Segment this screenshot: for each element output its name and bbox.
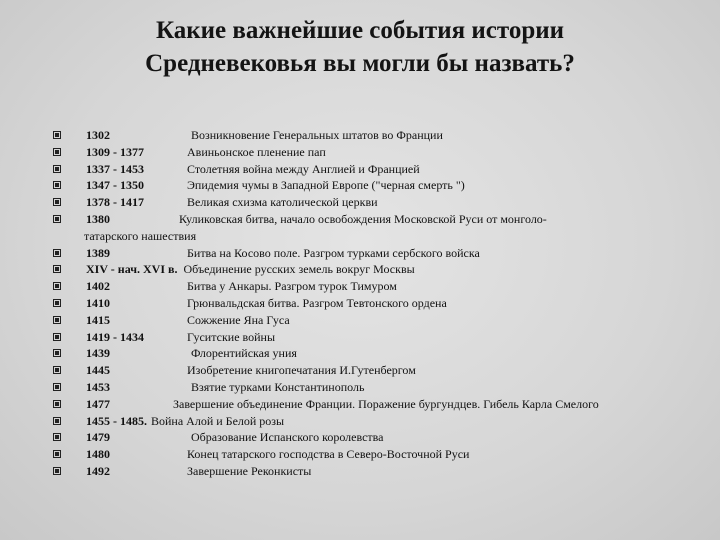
event-description: Возникновение Генеральных штатов во Франции xyxy=(191,128,443,142)
event-description-continuation: татарского нашествия xyxy=(84,228,197,243)
event-date: 1380 xyxy=(86,211,110,226)
list-item xyxy=(53,446,683,463)
list-item xyxy=(53,413,683,430)
event-description: Столетняя война между Англией и Францией xyxy=(187,161,420,176)
event-date: 1415 xyxy=(86,312,110,327)
event-description: Флорентийская уния xyxy=(191,346,297,361)
list-item xyxy=(53,345,683,362)
event-description: Война Алой и Белой розы xyxy=(151,413,285,428)
square-bullet-icon xyxy=(53,333,61,341)
event-date: 1479 xyxy=(86,430,110,445)
square-bullet-icon xyxy=(53,249,61,257)
event-date: 1419 - 1434 xyxy=(86,329,144,344)
event-date: 1347 - 1350 xyxy=(86,178,144,193)
event-description: Конец татарского господства в Северо-Восточной Руси xyxy=(187,447,470,462)
list-item xyxy=(53,379,683,396)
event-description: Битва на Косово поле. Разгром турками сербского войска xyxy=(187,245,480,260)
list-item xyxy=(53,429,683,446)
event-description: Куликовская битва, начало освобождения Московской Руси от монголо- xyxy=(179,211,547,226)
title-line-1: Какие важнейшие события истории xyxy=(155,17,565,44)
square-bullet-icon xyxy=(53,131,61,139)
list-item xyxy=(53,278,683,295)
event-date: 1492 xyxy=(86,463,110,478)
list-item xyxy=(53,194,683,211)
event-date: 1453 xyxy=(86,379,110,394)
list-item xyxy=(53,211,683,245)
square-bullet-icon xyxy=(53,282,61,290)
square-bullet-icon xyxy=(53,467,61,475)
event-list xyxy=(53,127,683,480)
slide-title xyxy=(0,14,720,80)
list-item xyxy=(53,177,683,194)
event-date: 1337 - 1453 xyxy=(86,161,144,176)
square-bullet-icon xyxy=(53,349,61,357)
square-bullet-icon xyxy=(53,316,61,324)
square-bullet-icon xyxy=(53,400,61,408)
list-item xyxy=(53,295,683,312)
list-item xyxy=(53,261,683,278)
list-item xyxy=(53,463,683,480)
event-description: Сожжение Яна Гуса xyxy=(187,312,290,327)
list-item xyxy=(53,144,683,161)
square-bullet-icon xyxy=(53,148,61,156)
event-date: 1389 xyxy=(86,245,110,260)
square-bullet-icon xyxy=(53,215,61,223)
event-description: Взятие турками Константинополь xyxy=(191,379,365,394)
square-bullet-icon xyxy=(53,450,61,458)
event-description: Изобретение книгопечатания И.Гутенбергом xyxy=(187,363,416,378)
event-description: Объединение русских земель вокруг Москвы xyxy=(183,262,415,277)
event-description: Образование Испанского королевства xyxy=(191,430,384,445)
title-line-2: Средневековья вы могли бы назвать? xyxy=(145,50,575,77)
event-date: 1410 xyxy=(86,295,110,310)
list-item xyxy=(53,161,683,178)
square-bullet-icon xyxy=(53,366,61,374)
square-bullet-icon xyxy=(53,299,61,307)
event-description: Битва у Анкары. Разгром турок Тимуром xyxy=(187,279,397,294)
square-bullet-icon xyxy=(53,383,61,391)
event-date: XIV - нач. XVI в. xyxy=(86,262,178,277)
event-date: 1439 xyxy=(86,346,110,361)
square-bullet-icon xyxy=(53,417,61,425)
event-description: Завершение объединение Франции. Поражение бургундцев. Гибель Карла Смелого xyxy=(173,396,599,411)
event-date: 1402 xyxy=(86,279,110,294)
square-bullet-icon xyxy=(53,265,61,273)
event-date: 1302 xyxy=(86,128,110,142)
square-bullet-icon xyxy=(53,181,61,189)
list-item xyxy=(53,396,683,413)
event-description: Гуситские войны xyxy=(187,329,276,344)
event-date: 1477 xyxy=(86,396,110,411)
square-bullet-icon xyxy=(53,433,61,441)
event-date: 1445 xyxy=(86,363,110,378)
list-item xyxy=(53,245,683,262)
square-bullet-icon xyxy=(53,198,61,206)
event-date: 1378 - 1417 xyxy=(86,195,144,210)
square-bullet-icon xyxy=(53,165,61,173)
event-date: 1309 - 1377 xyxy=(86,144,144,159)
list-item xyxy=(53,329,683,346)
event-description: Авиньонское пленение пап xyxy=(187,144,326,159)
event-date: 1480 xyxy=(86,447,110,462)
list-item xyxy=(53,127,683,144)
list-item xyxy=(53,312,683,329)
event-date: 1455 - 1485. xyxy=(86,413,147,428)
event-description: Грюнвальдская битва. Разгром Тевтонского ордена xyxy=(187,295,447,310)
event-description: Эпидемия чумы в Западной Европе ("черная смерть ") xyxy=(187,178,465,193)
list-item xyxy=(53,362,683,379)
event-description: Завершение Реконкисты xyxy=(187,463,312,478)
event-description: Великая схизма католической церкви xyxy=(187,195,378,210)
